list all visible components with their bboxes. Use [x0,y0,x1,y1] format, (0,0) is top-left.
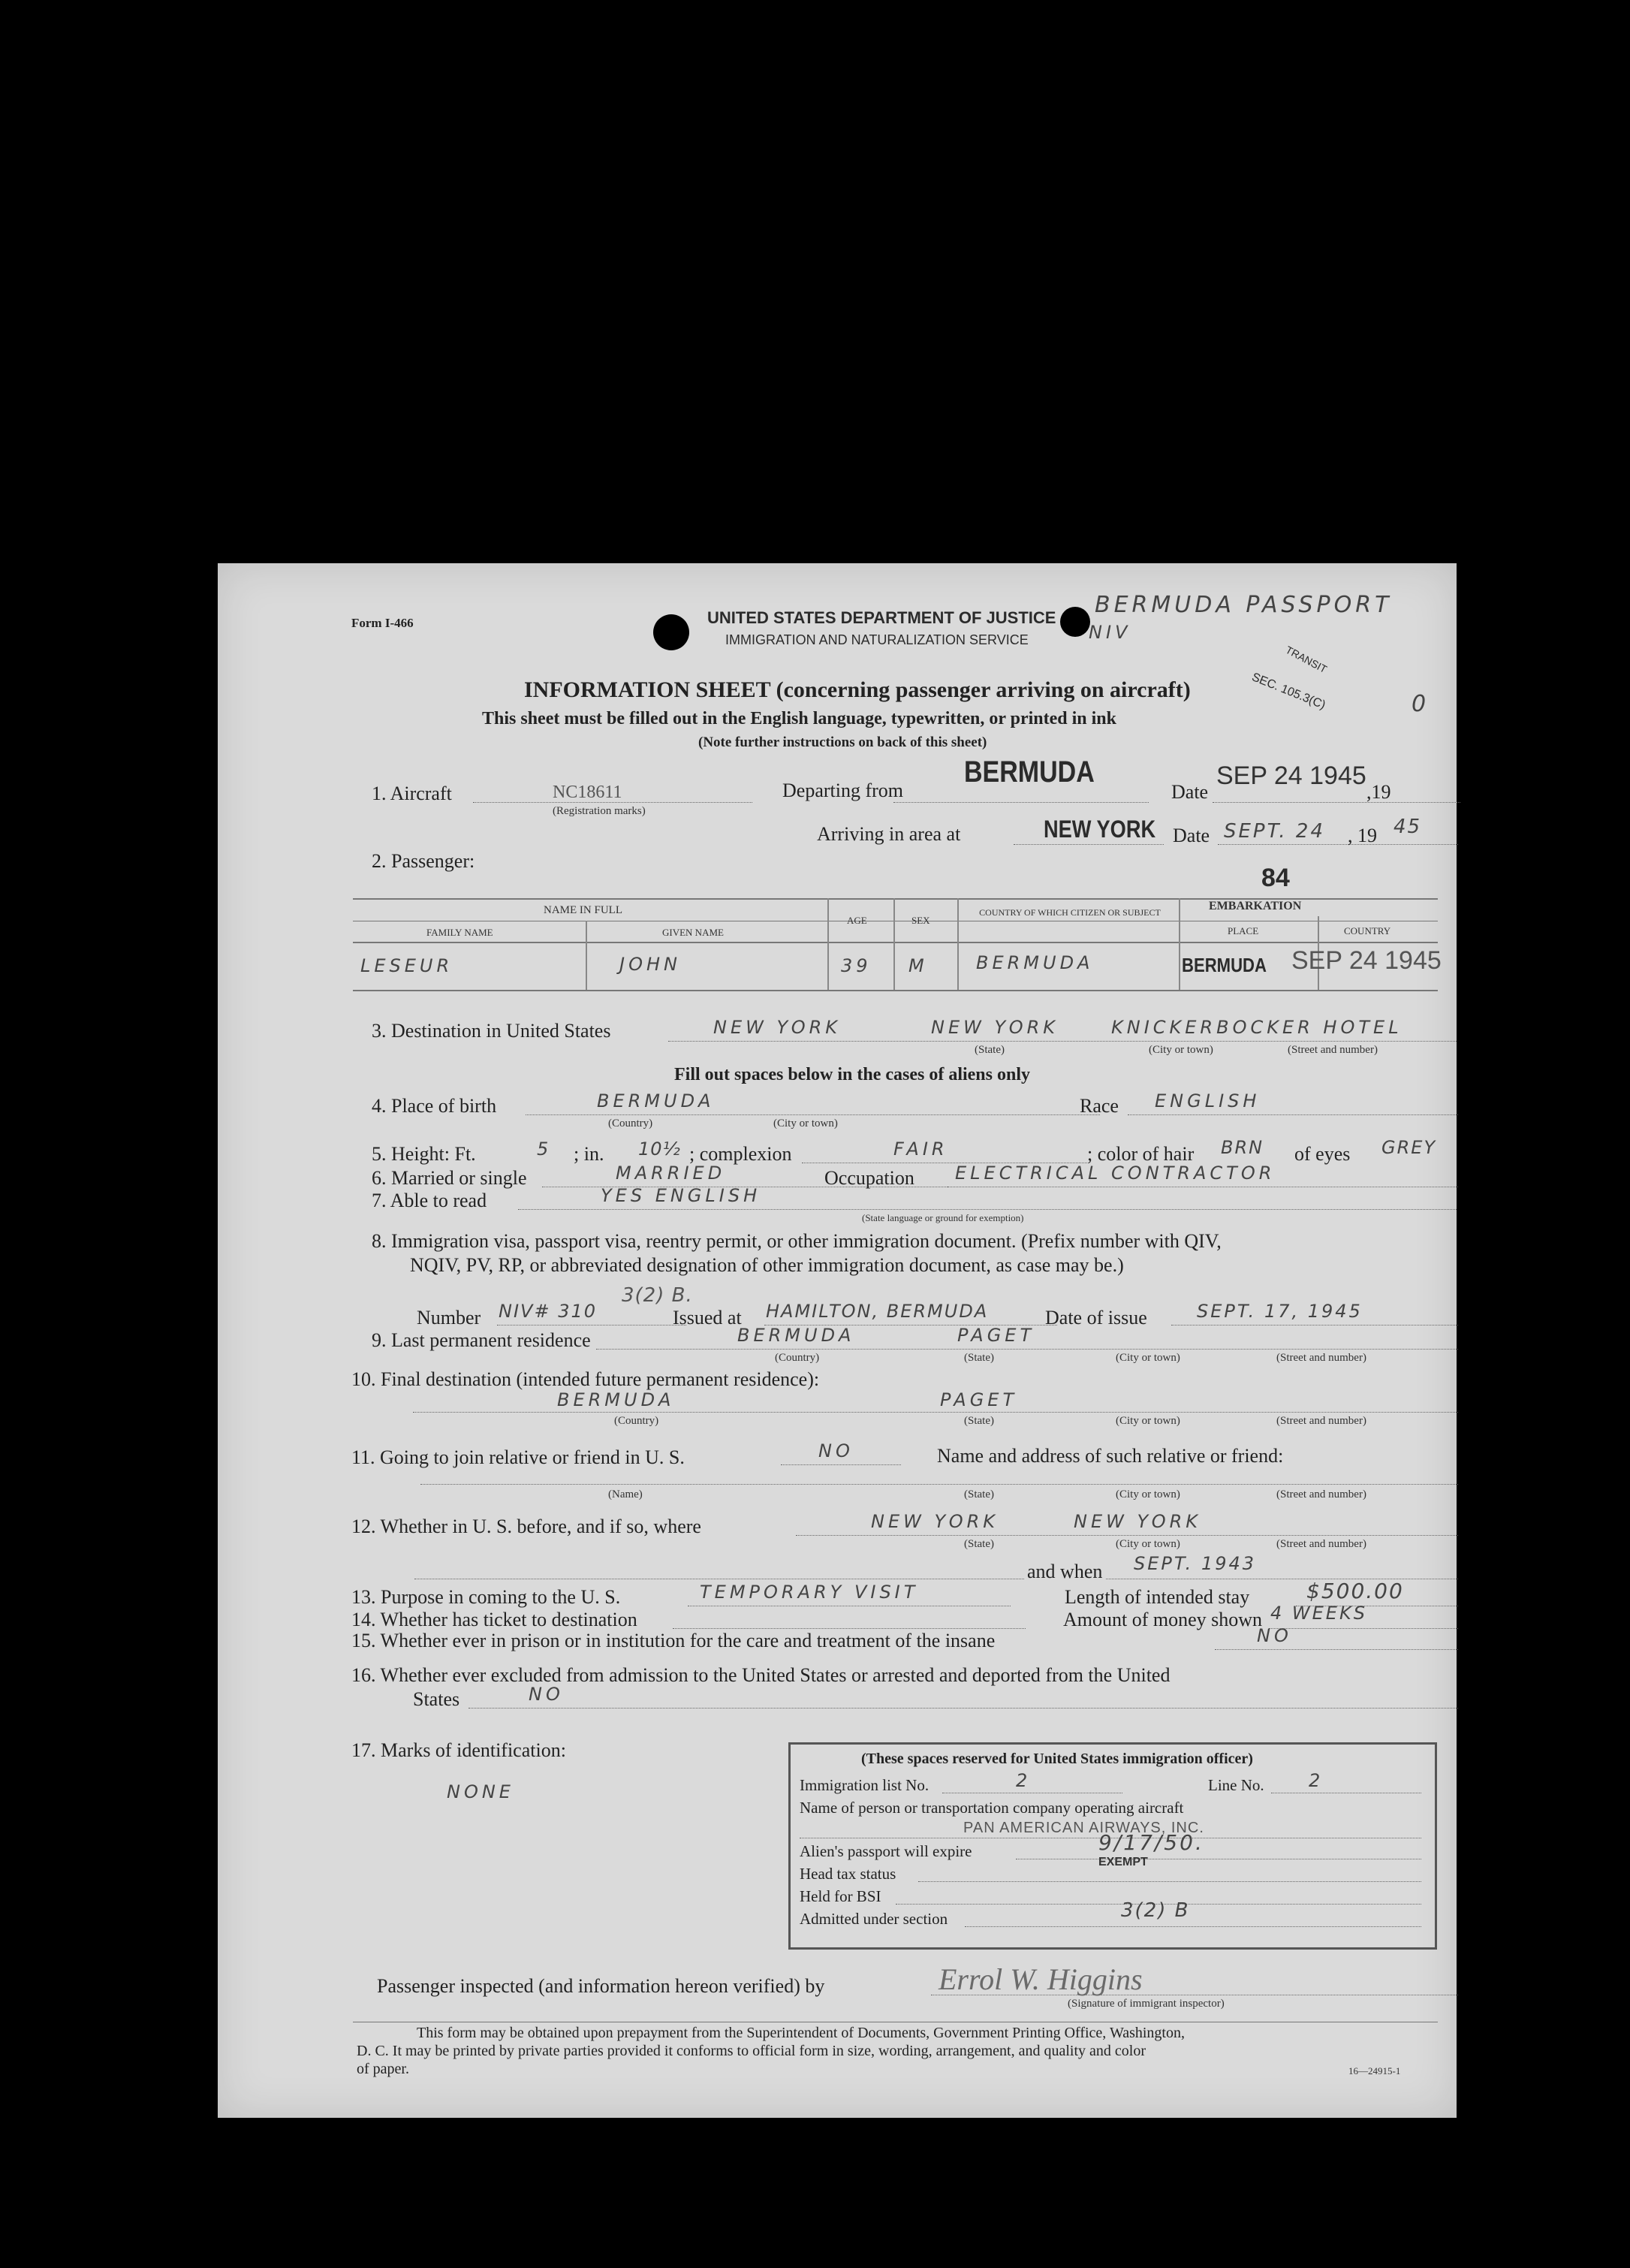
passenger-label: 2. Passenger: [372,850,475,872]
birth-label: 4. Place of birth [372,1095,497,1117]
line-value: 2 [1309,1770,1324,1791]
service-title: IMMIGRATION AND NATURALIZATION SERVICE [725,632,1029,647]
departing-date-stamp: SEP 24 1945 [1216,762,1366,790]
visa-number-value: NIV# 310 [499,1301,597,1322]
height-in-value: 10½ [638,1139,681,1160]
money-label: Amount of money shown [1063,1609,1263,1630]
before-city: NEW YORK [1074,1511,1202,1532]
race-label: Race [1080,1095,1119,1117]
information-sheet-form [218,563,1457,2118]
complexion-value: FAIR [893,1139,948,1160]
final-destination-cap-street: (Street and number) [1276,1415,1366,1427]
list-value: 2 [1016,1770,1032,1791]
arriving-label: Arriving in area at [817,823,961,845]
citizen-of-value: BERMUDA [976,952,1094,973]
money-value: 4 WEEKS [1270,1603,1367,1624]
before-when-label: and when [1024,1561,1105,1583]
date-year-prefix: ,19 [1366,781,1391,803]
section-value: 3(2) B [1121,1899,1190,1922]
punch-hole-right [1060,607,1090,637]
punch-hole-left [653,614,689,650]
final-destination-label: 10. Final destination (intended future permanent residence): [351,1368,820,1390]
stay-label: Length of intended stay [1065,1586,1250,1608]
join-cap-name: (Name) [608,1488,643,1500]
arriving-value: NEW YORK [1044,816,1156,843]
inspector-signature: Errol W. Higgins [939,1962,1143,1996]
sex-value: M [908,955,928,976]
handwritten-niv: NIV [1089,622,1131,643]
arrival-year-suffix: 45 [1393,816,1422,838]
arrival-year-prefix: , 19 [1348,825,1377,846]
married-value: MARRIED [616,1163,726,1184]
header-emb-country: COUNTRY [1344,925,1391,936]
final-destination-cap-state: (State) [964,1415,994,1427]
header-embarkation: EMBARKATION [1209,900,1302,912]
age-value: 39 [841,955,872,976]
before-label: 12. Whether in U. S. before, and if so, where [351,1516,701,1537]
height-in-label: ; in. [574,1143,604,1165]
visa-label-line1: 8. Immigration visa, passport visa, reentry permit, or other immigration document. (Prefix number with QIV, [372,1230,1222,1252]
join-value: NO [818,1440,854,1461]
officer-box-title: (These spaces reserved for United States immigration officer) [861,1751,1253,1767]
hair-value: BRN [1221,1137,1264,1158]
before-cap-street: (Street and number) [1276,1538,1366,1550]
aircraft-value: NC18611 [553,783,622,802]
aircraft-caption: (Registration marks) [553,805,646,817]
aircraft-label: 1. Aircraft [372,783,452,804]
footer-line3: of paper. [357,2061,409,2077]
header-country-citizen: COUNTRY OF WHICH CITIZEN OR SUBJECT [979,907,1161,918]
department-title: UNITED STATES DEPARTMENT OF JUSTICE [707,608,1056,627]
final-destination-country: BERMUDA [557,1389,675,1410]
stay-value: $500.00 [1306,1579,1404,1603]
given-name-value: JOHN [619,954,681,975]
arrival-date-label: Date [1173,825,1210,846]
join-cap-state: (State) [964,1488,994,1500]
operator-label: Name of person or transportation company operating aircraft [800,1799,1184,1817]
destination-cap-state: (State) [975,1044,1005,1056]
eyes-label: of eyes [1294,1143,1351,1165]
issue-date-label: Date of issue [1045,1307,1147,1329]
excluded-label: 16. Whether ever excluded from admission to the United States or arrested and deported from the United [351,1664,1171,1686]
form-subtitle: This sheet must be filled out in the English language, typewritten, or printed in ink [482,709,1116,728]
passport-value: 9/17/50. [1098,1830,1204,1855]
embarkation-place-value: BERMUDA [1182,954,1267,976]
married-label: 6. Married or single [372,1167,527,1189]
last-residence-state: PAGET [957,1325,1035,1346]
header-age: AGE [847,915,867,926]
before-cap-state: (State) [964,1538,994,1550]
eyes-value: GREY [1381,1137,1437,1158]
inspected-label: Passenger inspected (and information hereon verified) by [377,1975,825,1997]
last-residence-label: 9. Last permanent residence [372,1329,591,1351]
line-label: Line No. [1208,1776,1264,1794]
section-label: Admitted under section [800,1910,948,1928]
hair-label: ; color of hair [1087,1143,1195,1165]
inspected-caption: (Signature of immigrant inspector) [1068,1998,1225,2010]
read-label: 7. Able to read [372,1190,487,1211]
excluded-value: NO [529,1684,564,1705]
birth-cap-country: (Country) [608,1117,653,1129]
footer-line2: D. C. It may be printed by private parties provided it conforms to official form in size, wording, arrangement, and quality and color [357,2043,1146,2059]
headtax-label: Head tax status [800,1865,896,1883]
purpose-value: TEMPORARY VISIT [700,1582,919,1603]
excluded-label-2: States [413,1688,460,1710]
destination-cap-street: (Street and number) [1288,1044,1378,1056]
destination-label: 3. Destination in United States [372,1020,611,1042]
final-destination-state: PAGET [940,1389,1018,1410]
join-label: 11. Going to join relative or friend in U. S. [351,1446,685,1468]
join-cap-street: (Street and number) [1276,1488,1366,1500]
last-residence-cap-state: (State) [964,1352,994,1364]
header-given-name: GIVEN NAME [662,927,724,938]
destination-cap-city: (City or town) [1149,1044,1213,1056]
bsi-label: Held for BSI [800,1887,881,1905]
last-residence-cap-country: (Country) [775,1352,820,1364]
last-residence-cap-city: (City or town) [1116,1352,1180,1364]
complexion-label: ; complexion [689,1143,792,1165]
departing-value: BERMUDA [964,755,1095,789]
footer-code: 16—24915-1 [1348,2065,1401,2076]
marks-label: 17. Marks of identification: [351,1739,566,1761]
handwritten-zero: 0 [1412,691,1430,717]
ticket-label: 14. Whether has ticket to destination [351,1609,637,1630]
date-label: Date [1171,781,1209,803]
list-label: Immigration list No. [800,1776,929,1794]
before-state: NEW YORK [871,1511,999,1532]
height-label: 5. Height: Ft. [372,1143,476,1165]
destination-street: KNICKERBOCKER HOTEL [1111,1017,1403,1038]
before-when-value: SEPT. 1943 [1134,1553,1257,1574]
passenger-stamp-number: 84 [1261,864,1290,892]
destination-state: NEW YORK [713,1017,842,1038]
header-name-in-full: NAME IN FULL [544,904,622,916]
purpose-label: 13. Purpose in coming to the U. S. [351,1586,621,1608]
operator-value: PAN AMERICAN AIRWAYS, INC. [963,1820,1204,1836]
officer-box [788,1742,1437,1950]
occupation-value: ELECTRICAL CONTRACTOR [955,1163,1276,1184]
handwritten-bermuda-passport: BERMUDA PASSPORT [1095,592,1393,618]
prison-label: 15. Whether ever in prison or in institution for the care and treatment of the insane [351,1630,996,1651]
issued-at-label: Issued at [673,1307,742,1329]
footer-line1: This form may be obtained upon prepayment from the Superintendent of Documents, Government Printing Office, Washington, [417,2025,1185,2041]
height-ft-value: 5 [537,1139,553,1160]
aliens-heading: Fill out spaces below in the cases of aliens only [674,1065,1031,1084]
destination-city: NEW YORK [931,1017,1059,1038]
header-family-name: FAMILY NAME [426,927,493,938]
birth-cap-city: (City or town) [773,1117,838,1129]
race-value: ENGLISH [1155,1090,1261,1111]
last-residence-cap-street: (Street and number) [1276,1352,1366,1364]
visa-number-label: Number [417,1307,481,1329]
form-note: (Note further instructions on back of this sheet) [698,734,987,750]
last-residence-country: BERMUDA [737,1325,855,1346]
arrival-date-value: SEPT. 24 [1224,820,1326,843]
visa-label-line2: NQIV, PV, RP, or abbreviated designation of other immigration document, as case may be.) [410,1254,1124,1276]
issue-date-value: SEPT. 17, 1945 [1197,1301,1363,1322]
header-place: PLACE [1228,925,1259,936]
read-value: YES ENGLISH [601,1185,761,1206]
before-cap-city: (City or town) [1116,1538,1180,1550]
passport-label: Alien's passport will expire [800,1842,972,1860]
marks-value: NONE [447,1781,514,1802]
visa-number-note: 3(2) B. [622,1284,693,1307]
headtax-value: EXEMPT [1098,1856,1148,1868]
form-number: Form I-466 [351,616,414,630]
prison-value: NO [1257,1625,1292,1646]
join-cap-city: (City or town) [1116,1488,1180,1500]
transit-stamp: TRANSIT [1283,643,1330,676]
header-sex: SEX [911,915,930,926]
birth-country: BERMUDA [597,1090,715,1111]
issued-at-value: HAMILTON, BERMUDA [766,1301,989,1322]
section-stamp: SEC. 105.3(C) [1249,671,1327,712]
family-name-value: LESEUR [360,955,453,976]
join-name-address-label: Name and address of such relative or friend: [937,1445,1284,1467]
final-destination-cap-city: (City or town) [1116,1415,1180,1427]
form-title: INFORMATION SHEET (concerning passenger arriving on aircraft) [524,677,1191,702]
occupation-label: Occupation [824,1167,914,1189]
departing-label: Departing from [782,780,904,801]
final-destination-cap-country: (Country) [614,1415,659,1427]
read-caption: (State language or ground for exemption) [862,1212,1024,1223]
embarkation-date-stamp: SEP 24 1945 [1291,946,1442,975]
